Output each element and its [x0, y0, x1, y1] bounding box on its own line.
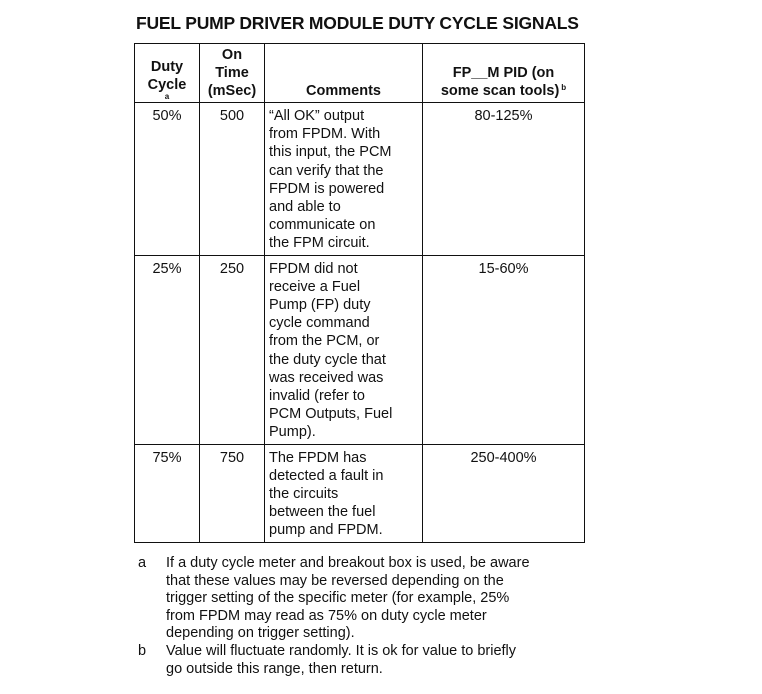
- comment-line: this input, the PCM: [269, 144, 392, 161]
- header-fp-m-pid: [423, 44, 585, 103]
- cell-comments: [265, 255, 423, 444]
- comment-line: cycle command: [269, 315, 370, 332]
- footnote-line: that these values may be reversed depending on the: [166, 572, 504, 589]
- footnote-label: a: [138, 555, 147, 571]
- footnote-line: depending on trigger setting).: [166, 625, 355, 642]
- comment-line: between the fuel: [269, 504, 376, 521]
- comment-line: PCM Outputs, Fuel: [269, 406, 393, 423]
- table-title: FUEL PUMP DRIVER MODULE DUTY CYCLE SIGNALS: [136, 13, 579, 33]
- comment-line: was received was: [269, 369, 384, 386]
- comment-line: the duty cycle that: [269, 351, 386, 368]
- footnote-line: from FPDM may read as 75% on duty cycle meter: [166, 607, 487, 624]
- comment-line: communicate on: [269, 217, 376, 234]
- header-duty-line: Duty: [150, 59, 184, 75]
- header-ontime-line: (mSec): [207, 83, 257, 99]
- header-pid-line: FP__M PID (on: [452, 65, 555, 81]
- comment-line: from the PCM, or: [269, 333, 380, 350]
- cell-duty-cycle: 50%: [135, 103, 200, 256]
- header-duty-cycle: [135, 44, 200, 103]
- cell-fp-m-pid: 80-125%: [423, 103, 585, 256]
- comment-line: can verify that the: [269, 162, 384, 179]
- comment-line: FPDM did not: [269, 260, 358, 277]
- comment-line: “All OK” output: [269, 108, 365, 124]
- cell-on-time: 500: [200, 103, 265, 256]
- cell-duty-cycle: 75%: [135, 444, 200, 542]
- header-pid-line-text: some scan tools): [440, 83, 560, 99]
- table-row: [135, 444, 585, 542]
- header-row: [135, 44, 585, 103]
- table-row: [135, 103, 585, 256]
- comment-line: The FPDM has: [269, 449, 367, 466]
- comment-line: FPDM is powered: [269, 180, 385, 197]
- cell-on-time: 750: [200, 444, 265, 542]
- footnote-line: trigger setting of the specific meter (for example, 25%: [166, 590, 510, 607]
- footnote-b: [138, 643, 578, 678]
- comment-line: receive a Fuel: [269, 278, 361, 295]
- footnote-label: b: [138, 642, 147, 659]
- cell-duty-cycle: 25%: [135, 255, 200, 444]
- comment-line: pump and FPDM.: [269, 522, 383, 539]
- header-comments: [265, 44, 423, 103]
- comment-line: invalid (refer to: [269, 388, 365, 405]
- header-duty-footnote-marker: a: [164, 92, 170, 101]
- cell-comments: [265, 444, 423, 542]
- header-ontime-line: On: [221, 47, 243, 63]
- cell-fp-m-pid: 15-60%: [423, 255, 585, 444]
- duty-cycle-table: [134, 43, 585, 543]
- footnote-line: If a duty cycle meter and breakout box is used, be aware: [166, 555, 530, 571]
- header-comments-label: Comments: [306, 83, 381, 99]
- comment-line: detected a fault in: [269, 467, 384, 484]
- comment-line: the FPM circuit.: [269, 235, 370, 252]
- footnote-line: Value will fluctuate randomly. It is ok for value to briefly: [166, 642, 517, 659]
- cell-fp-m-pid: 250-400%: [423, 444, 585, 542]
- header-pid-line: [426, 82, 581, 100]
- comment-line: Pump).: [269, 424, 316, 441]
- comment-line: from FPDM. With: [269, 126, 381, 143]
- footnote-line: go outside this range, then return.: [166, 660, 383, 677]
- header-duty-line: Cycle: [147, 77, 187, 93]
- footnotes: [138, 555, 578, 678]
- cell-comments: [265, 103, 423, 256]
- comment-line: the circuits: [269, 486, 339, 503]
- comment-line: Pump (FP) duty: [269, 297, 371, 314]
- header-pid-footnote-marker: b: [561, 83, 567, 92]
- cell-on-time: 250: [200, 255, 265, 444]
- header-on-time: [200, 44, 265, 103]
- footnote-a: [138, 555, 578, 643]
- table-row: [135, 255, 585, 444]
- header-ontime-line: Time: [215, 65, 249, 81]
- comment-line: and able to: [269, 199, 341, 216]
